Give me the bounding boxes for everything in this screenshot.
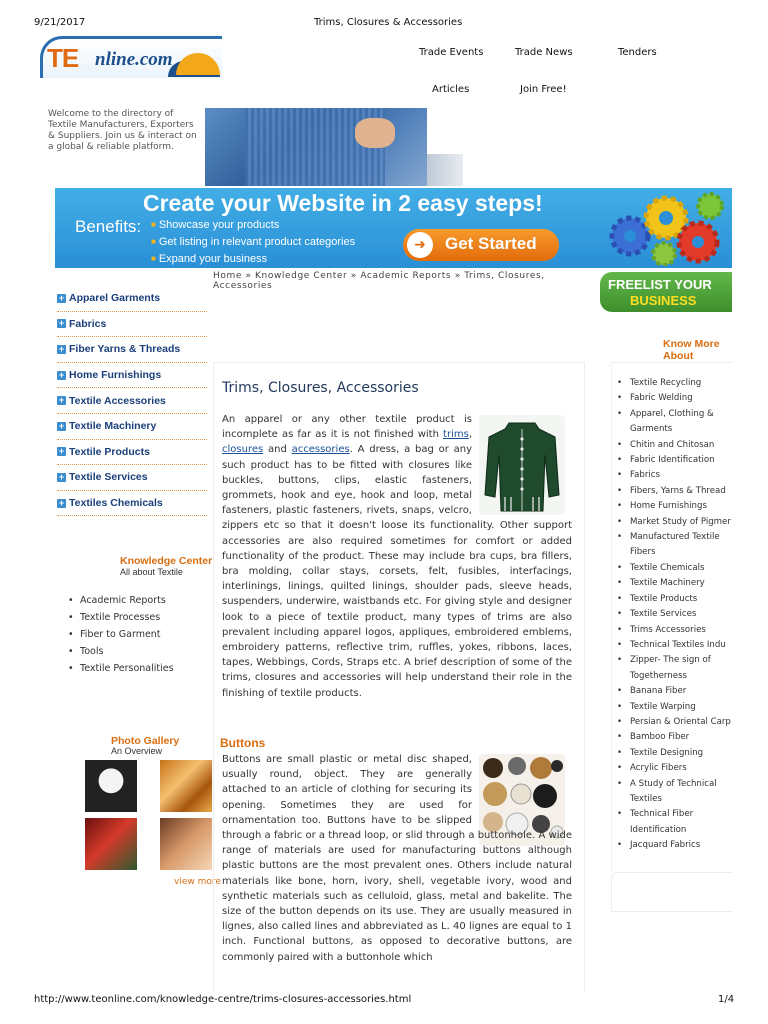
know-more-link[interactable]: Zipper- The sign of Togetherness • <box>617 655 711 681</box>
know-more-link[interactable]: Textile Machinery • <box>630 576 733 591</box>
photo-gallery-title: Photo Gallery <box>111 735 180 747</box>
bullet-icon: • <box>617 516 623 527</box>
know-more-link[interactable]: A Study of Technical Textiles • <box>617 778 717 804</box>
bullet-icon: • <box>617 655 623 666</box>
kc-link-academic-reports[interactable]: • Academic Reports <box>80 592 174 609</box>
nav-trade-news[interactable]: Trade News <box>515 47 573 58</box>
breadcrumb-academic-reports[interactable]: Academic Reports <box>360 271 452 281</box>
bullet-icon: • <box>617 840 623 851</box>
bullet-icon: • <box>617 593 623 604</box>
know-more-link[interactable]: Fabric Welding • <box>630 391 733 406</box>
gallery-thumb-bedroom[interactable] <box>160 818 212 870</box>
nav-trade-events[interactable]: Trade Events <box>419 47 484 58</box>
print-date: 9/21/2017 <box>34 17 86 28</box>
logo-sun-icon <box>176 53 220 75</box>
photo-strip <box>427 154 463 186</box>
banner-headline: Create your Website in 2 easy steps! <box>143 190 543 216</box>
know-more-link[interactable]: Technical Fiber Identification • <box>617 809 694 835</box>
plus-icon: + <box>58 446 65 457</box>
print-url: http://www.teonline.com/knowledge-centre/trims-closures-accessories.html <box>34 994 412 1005</box>
know-more-link[interactable]: Acrylic Fibers • <box>630 761 733 776</box>
link-accessories[interactable]: accessories <box>291 444 350 456</box>
plus-icon: + <box>58 420 65 431</box>
menu-item-textiles-chemicals[interactable]: + Textiles Chemicals <box>57 491 207 517</box>
banner-benefit: ■ Showcase your products <box>151 217 355 234</box>
know-more-link[interactable]: Chitin and Chitosan • <box>630 438 733 453</box>
logo-text: nline.com <box>95 49 173 70</box>
buttons-text: Buttons are small plastic or metal disc shaped, usually round, object. They are generally attached to an article of clothing for securing its opening. Sometimes they are used for ornamentation too. Buttons have to be slipped through a fabric or a thread loop, or slid through a buttonhole. A wide range of materials are used for manufacturing buttons although plastic buttons are the most prevalent ones. Others include natural materials like bone, horn, ivory, shell, vegetable ivory, wood and synthetic materials such as celluloid, glass, metal and bakelite. The size of the button depends on its use. They are usually measured in lignes, also called lines and abbreviated as L. 40 lignes are equal to 1 inch. Functional buttons, as opposed to decorative buttons, are commonly paired with a buttonhole which <box>222 754 572 963</box>
bullet-icon: • <box>617 532 623 543</box>
teonline-logo[interactable] <box>40 36 222 78</box>
know-more-link[interactable]: Market Study of Pigmer • <box>630 515 733 530</box>
freelist-line1: FREELIST YOUR <box>608 277 712 292</box>
arrow-right-icon: ➜ <box>407 232 433 258</box>
banner-benefits-list <box>151 217 355 268</box>
knowledge-center-subtitle: All about Textile <box>120 567 183 577</box>
kc-link-fiber-to-garment[interactable]: • Fiber to Garment <box>80 626 174 643</box>
photo-gallery-subtitle: An Overview <box>111 746 163 756</box>
gallery-thumb-fabric[interactable] <box>160 760 212 812</box>
welcome-text: Welcome to the directory of Textile Manufacturers, Exporters & Suppliers. Join us & interact on a global & reliable platform. <box>48 109 197 152</box>
gallery-thumb-room[interactable] <box>85 818 137 870</box>
bullet-icon: • <box>617 378 623 388</box>
breadcrumb-knowledge-center[interactable]: Knowledge Center <box>255 271 348 281</box>
plus-icon: + <box>58 318 65 329</box>
right-bottom-box <box>611 872 733 912</box>
bullet-icon: • <box>617 732 623 743</box>
plus-icon: + <box>58 343 65 354</box>
bullet-icon: • <box>617 470 623 481</box>
know-more-link[interactable]: Fabric Identification • <box>630 453 733 468</box>
plus-icon: + <box>58 497 65 508</box>
article-intro: An apparel or any other textile product is incomplete as far as it is not finished with trims, closures and accessories. A dress, a bag or any such product has to be fitted with closures like buckles, buttons, clips, elastic fasteners, grommets, hook and eye, hook and loop, metal fasteners, plastic fasteners, rivets, snaps, velcro, zippers etc so that it doesn't loose its functionality. Other support accessories are also required sometimes for comfort or added functionality of the product. These may include bra cups, bra fillers, bra molding, collar stays, corsets, felt, fusibles, interfacings, interlinings, linings, quilted linings, shoulder pads, sleeve heads, suspenders, underwire, waistbands etc. For giving style and designer look to a piece of textile product, many types of trims are also prevalent including apparel logos, appliques, embroidered emblems, embroidery patterns, reflective trim, ruffles, yokes, ribbons, laces, tapes, Webbings, Cords, Straps etc. A brief description of some of the trims, closures and accessories will help understand their role in the finishing of textile products. <box>222 414 572 699</box>
plus-icon: + <box>58 369 65 380</box>
know-more-link[interactable]: Banana Fiber • <box>630 684 733 699</box>
know-more-link[interactable]: Manufactured Textile Fibers • <box>617 532 720 558</box>
bullet-icon: • <box>617 439 623 450</box>
menu-item-fiber-yarns-threads[interactable]: + Fiber Yarns & Threads <box>57 337 207 363</box>
bullet-icon: • <box>617 609 623 620</box>
bullet-icon: • <box>617 501 623 512</box>
menu-item-fabrics[interactable]: + Fabrics <box>57 312 207 338</box>
get-started-button[interactable] <box>403 229 559 261</box>
article-title: Trims, Closures, Accessories <box>222 380 419 396</box>
know-more-link[interactable]: Textile Warping • <box>630 700 733 715</box>
bullet-icon: • <box>617 747 623 758</box>
bullet-icon: • <box>617 393 623 404</box>
denim-photo <box>205 108 427 186</box>
know-more-title: Know More About <box>663 338 720 362</box>
know-more-link[interactable]: Textile Designing • <box>630 746 733 761</box>
bullet-icon: • <box>617 701 623 712</box>
bullet-icon: • <box>617 624 623 635</box>
know-more-link[interactable]: Home Furnishings • <box>630 499 733 514</box>
category-menu <box>57 286 207 516</box>
print-title: Trims, Closures & Accessories <box>314 17 463 28</box>
menu-item-textile-products[interactable]: + Textile Products <box>57 440 207 466</box>
bullet-icon: • <box>617 716 623 727</box>
know-more-link[interactable]: Apparel, Clothing & Garments • <box>617 408 714 435</box>
bullet-icon: • <box>617 639 623 650</box>
bullet-icon: • <box>617 455 623 466</box>
link-trims[interactable]: trims <box>443 429 469 441</box>
plus-icon: + <box>58 292 65 303</box>
breadcrumb-home[interactable]: Home <box>213 271 242 281</box>
plus-icon: + <box>58 471 65 482</box>
logo-te: TE <box>47 43 79 73</box>
nav-tenders[interactable]: Tenders <box>618 47 657 58</box>
bullet-icon: • <box>617 485 623 496</box>
know-more-link[interactable]: Persian & Oriental Carp • <box>630 715 733 730</box>
nav-join-free[interactable]: Join Free! <box>520 84 567 95</box>
get-started-label: Get Started <box>445 234 537 253</box>
banner-benefit: ■ Expand your business <box>151 251 355 268</box>
kc-link-textile-processes[interactable]: • Textile Processes <box>80 609 174 626</box>
know-more-link[interactable]: Textile Recycling • <box>630 376 733 391</box>
nav-articles[interactable]: Articles <box>432 84 470 95</box>
freelist-business-button[interactable] <box>600 272 732 312</box>
breadcrumb: Home » Knowledge Center » Academic Reports » Trims, Closures, Accessories <box>213 271 545 291</box>
kc-link-tools[interactable]: • Tools <box>80 643 174 660</box>
bullet-icon: • <box>617 778 623 789</box>
buttons-heading: Buttons <box>220 736 266 750</box>
gears-icon <box>608 190 728 266</box>
print-page: 1/4 <box>718 994 735 1005</box>
plus-icon: + <box>58 395 65 406</box>
know-more-link[interactable]: Textile Services • <box>630 607 733 622</box>
bullet-icon: • <box>617 408 623 419</box>
freelist-line2: BUSINESS <box>630 293 697 308</box>
banner-benefits-label: Benefits: <box>75 217 142 236</box>
breadcrumb-current: Trims, Closures, Accessories <box>213 271 545 291</box>
create-website-banner[interactable] <box>55 188 732 268</box>
gallery-thumb-tshirt[interactable] <box>85 760 137 812</box>
know-more-link[interactable]: Technical Textiles Indu • <box>630 638 733 653</box>
menu-item-textile-machinery[interactable]: + Textile Machinery <box>57 414 207 440</box>
know-more-link[interactable]: Trims Accessories • <box>630 623 733 638</box>
bullet-icon: • <box>617 578 623 589</box>
menu-item-home-furnishings[interactable]: + Home Furnishings <box>57 363 207 389</box>
know-more-link[interactable]: Textile Chemicals • <box>630 561 733 576</box>
bullet-icon: • <box>617 809 623 820</box>
bullet-icon: • <box>617 763 623 774</box>
kc-link-textile-personalities[interactable]: • Textile Personalities <box>80 660 174 677</box>
know-more-link[interactable]: Fibers, Yarns & Thread • <box>630 484 733 499</box>
view-more-link[interactable]: view more <box>174 877 221 887</box>
know-more-link[interactable]: Jacquard Fabrics • <box>630 838 733 853</box>
bullet-icon: • <box>617 562 623 573</box>
know-more-link[interactable]: Bamboo Fiber • <box>630 730 733 745</box>
knowledge-center-title: Knowledge Center <box>120 555 213 567</box>
banner-benefit: ■ Get listing in relevant product categories <box>151 234 355 251</box>
know-more-links <box>617 376 733 854</box>
menu-item-textile-accessories[interactable]: + Textile Accessories <box>57 388 207 414</box>
menu-item-apparel-garments[interactable]: + Apparel Garments <box>57 286 207 312</box>
know-more-link[interactable]: Fabrics • <box>630 468 733 483</box>
knowledge-center-links <box>80 592 174 677</box>
menu-item-textile-services[interactable]: + Textile Services <box>57 465 207 491</box>
bullet-icon: • <box>617 686 623 697</box>
know-more-link[interactable]: Textile Products • <box>630 592 733 607</box>
link-closures[interactable]: closures <box>222 444 264 456</box>
